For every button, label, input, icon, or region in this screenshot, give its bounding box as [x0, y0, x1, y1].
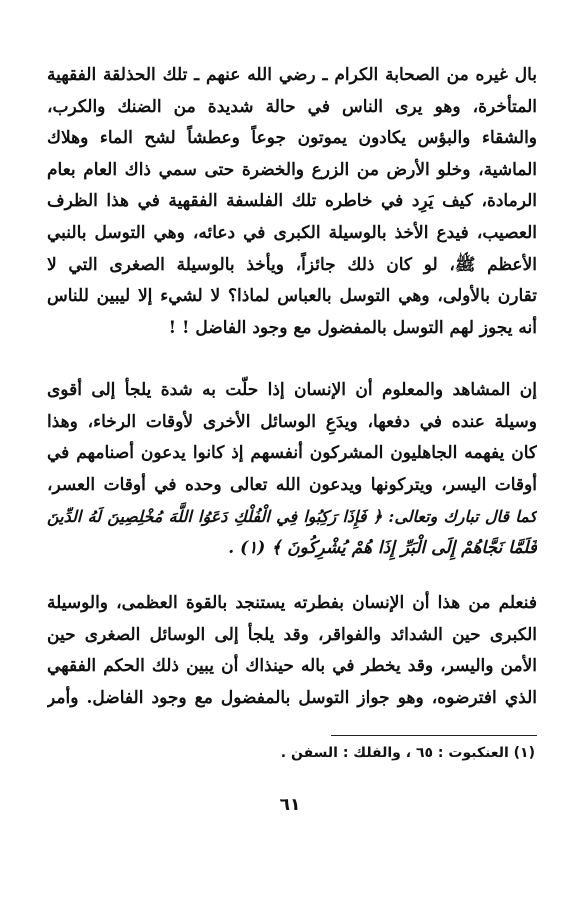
text-line: إن المشاهد والمعلوم أن الإنسان إذا حلّت به شدة يلجأ إلى أقوى — [47, 380, 537, 400]
footnote-divider — [331, 735, 537, 736]
text-line: تقارن بالأولى، وهي التوسل بالعباس لماذا؟ لا لشيء إلا ليبين للناس — [47, 286, 537, 307]
quran-verse-line: فَلَمَّا نَجَّاهُمْ إِلَى الْبَرِّ إِذَا هُمْ يُشْرِكُونَ ﴾ (١) . — [228, 537, 537, 558]
paragraph-1 — [47, 60, 537, 344]
footnote: (١) العنكبوت : ٦٥ ، والفلك : السفن . — [280, 745, 535, 761]
text-line: الأعظم ﷺ، لو كان ذلك جائزاً، ويأخذ بالوسيلة الصغرى التي لا — [47, 254, 537, 275]
text-line: بال غيره من الصحابة الكرام ـ رضي الله عنهم ـ تلك الحذلقة الفقهية — [47, 65, 537, 85]
text-line: والشقاء والبؤس يكادون يموتون جوعاً وعطشاً لشح الماء وهلاك — [47, 128, 537, 149]
page-number: ٦١ — [279, 795, 301, 815]
text-line: فنعلم من هذا أن الإنسان بفطرته يستنجد بالقوة العظمى، والوسيلة — [47, 593, 537, 613]
text-line: العصيب، فيدع الأخذ بالوسيلة الكبرى في دعائه، وهي التوسل بالنبي — [47, 222, 537, 243]
text-line: الكبرى حين الشدائد والفواقر، وقد يلجأ إلى الوسائل الصغرى حين — [47, 624, 537, 645]
quran-verse-line: كما قال تبارك وتعالى: ﴿ فَإِذَا رَكِبُوا فِي الْفُلْكِ دَعَوُا اللَّهَ مُخْلِصِينَ لَهُ الدِّينَ — [47, 507, 537, 527]
text-line: المتأخرة، وهو يرى الناس في حالة شديدة من الضنك والكرب، — [47, 96, 537, 117]
text-line: الماشية، وخلو الأرض من الزرع والخضرة حتى سمي ذاك العام بعام — [47, 159, 537, 180]
text-line: أوقات اليسر، ويتركونها ويدعون الله تعالى وحده في أوقات العسر، — [47, 474, 537, 495]
text-line: الأمن واليسر، وقد يخطر في باله حينذاك أن يبين ذلك الحكم الفقهي — [47, 656, 537, 677]
paragraph-3 — [47, 588, 537, 714]
text-line: وسيلة عنده في دفعها، ويدَعِ الوسائل الأخرى لأوقات الرخاء، وهذا — [47, 411, 537, 432]
text-line: كان يفهمه الجاهليون المشركون أنفسهم إذ كانوا يدعون أصنامهم في — [47, 443, 537, 464]
text-line: أنه يجوز لهم التوسل بالمفضول مع وجود الفاضل ! ! — [168, 317, 537, 338]
paragraph-2 — [47, 375, 537, 565]
text-line: الذي افترضوه، وهو جواز التوسل بالمفضول مع وجود الفاضل. وأمر — [47, 687, 537, 708]
text-line: الرمادة، كيف يَرِد في خاطره تلك الفلسفة الفقهية في هذا الظرف — [47, 191, 537, 212]
